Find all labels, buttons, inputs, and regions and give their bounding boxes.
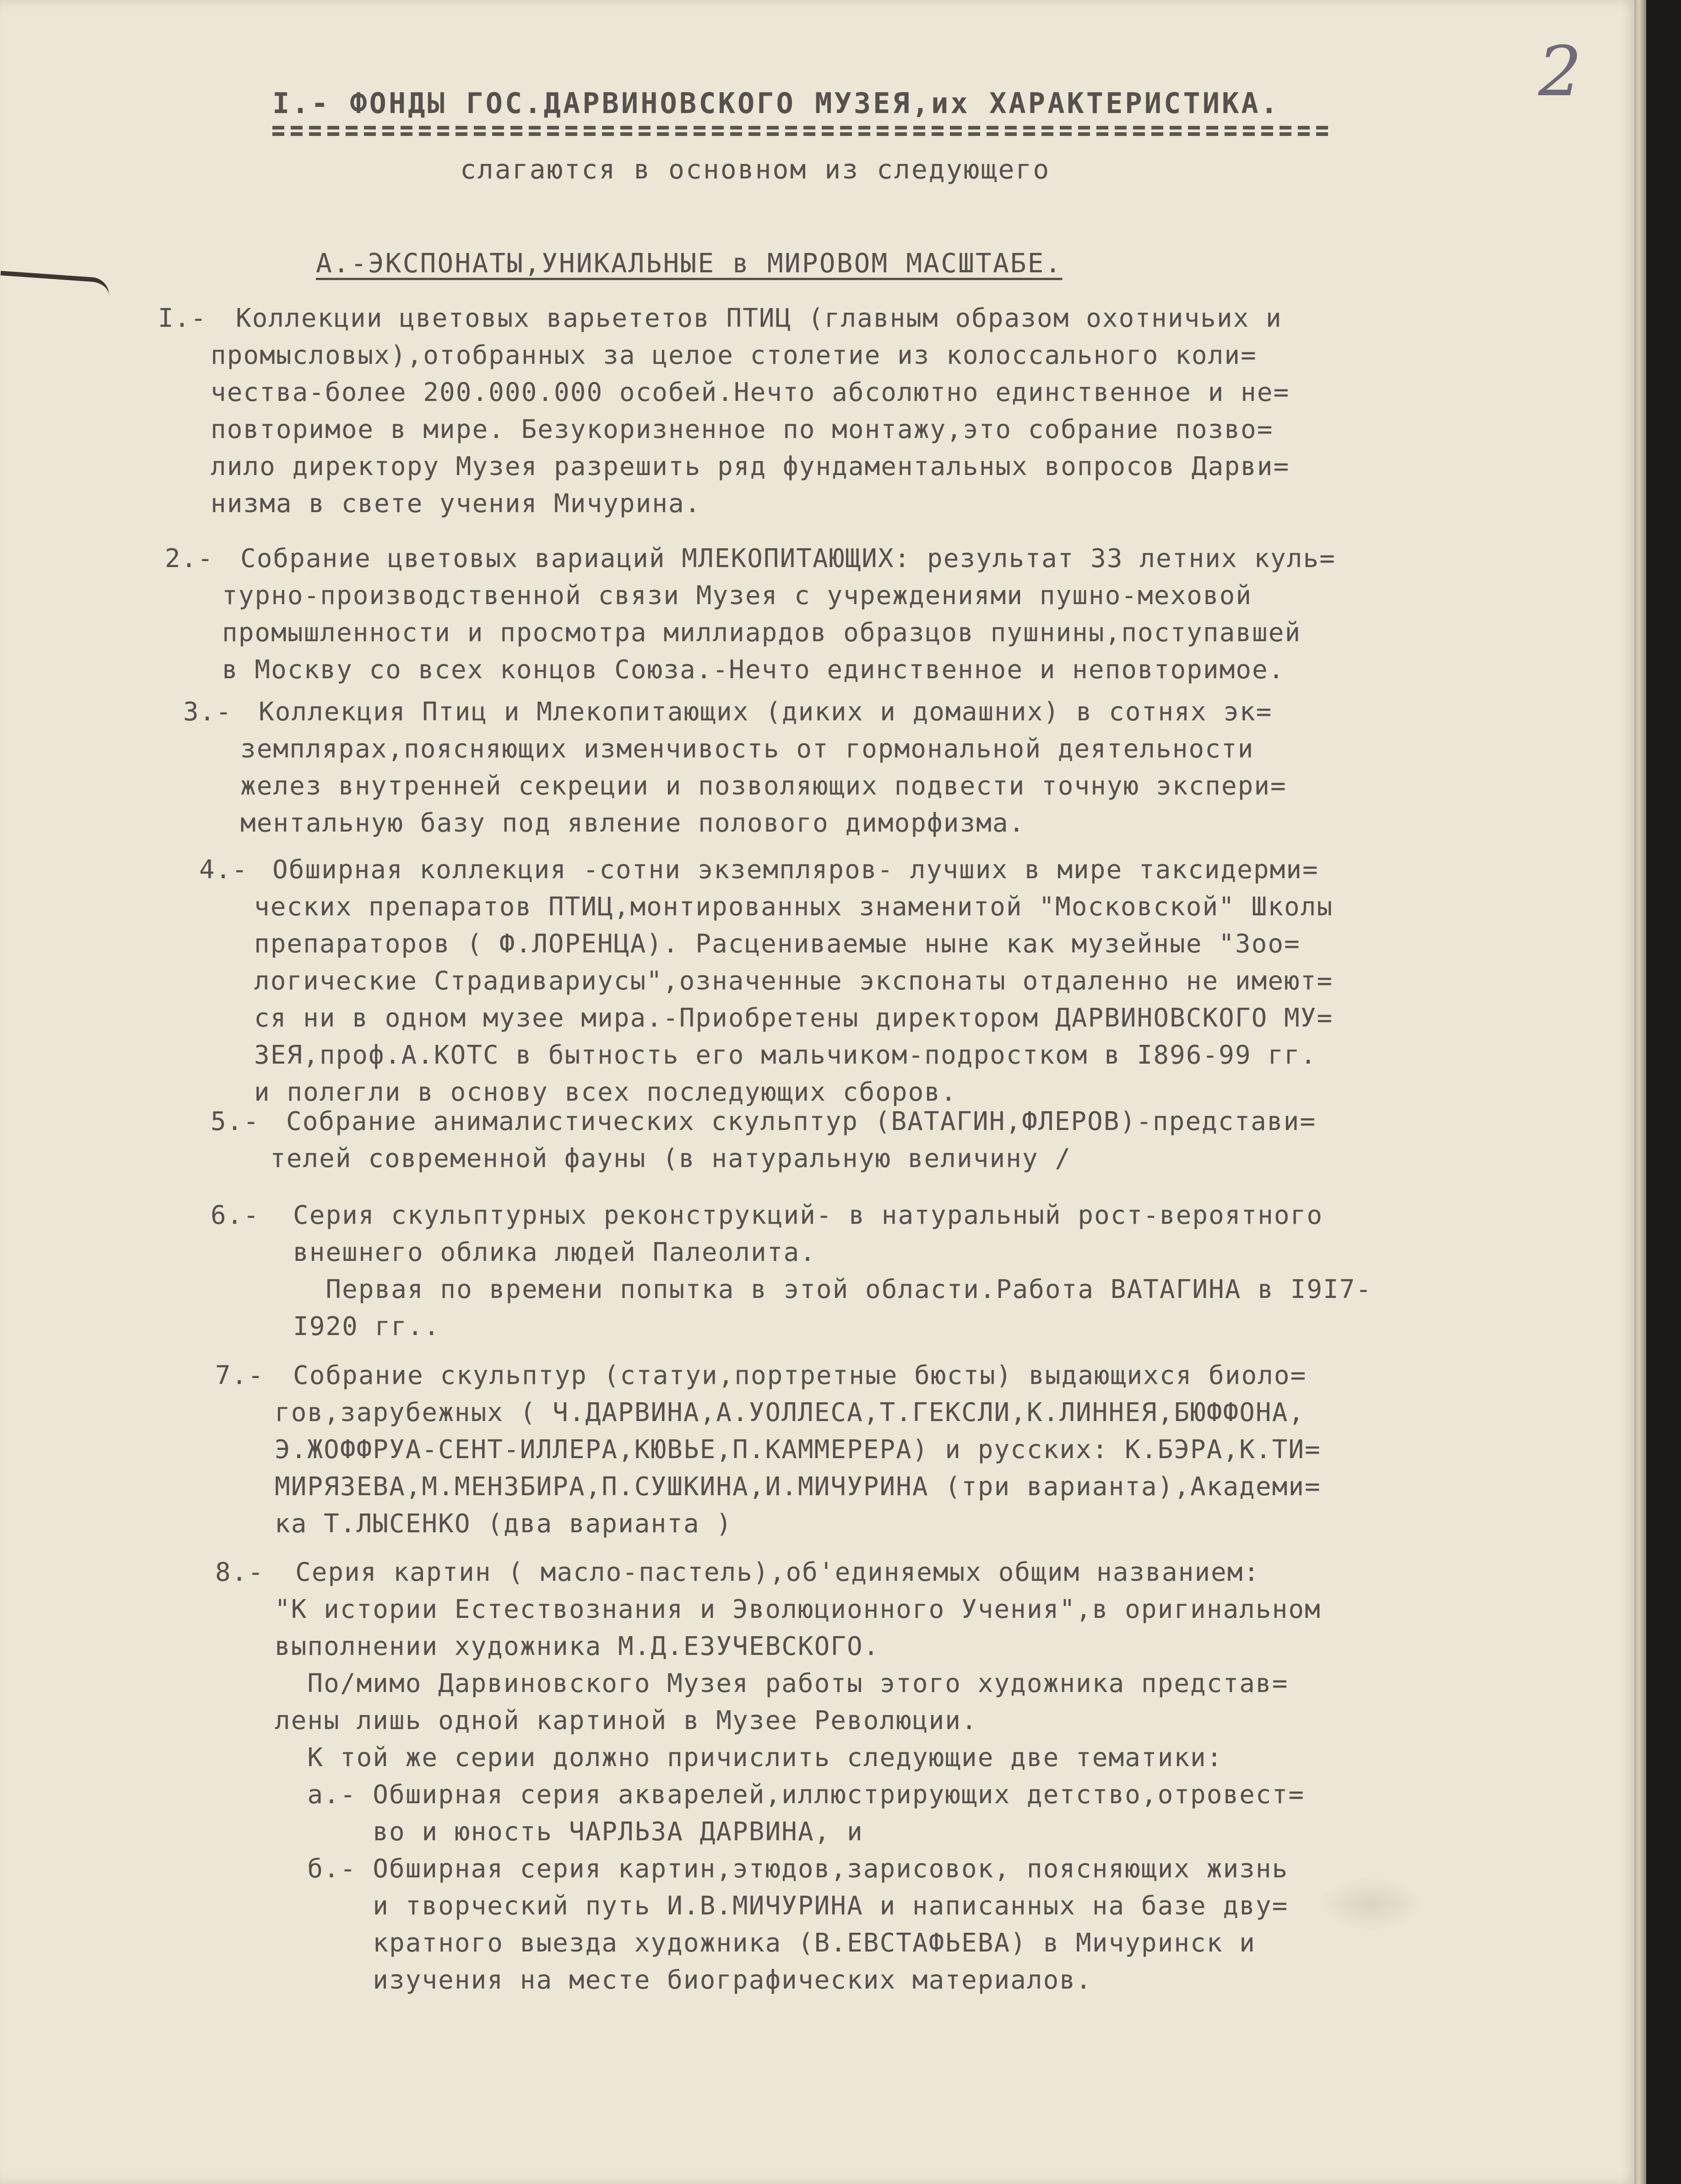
item-line: "К истории Естествознания и Эволюционного Учения",в оригинальном (275, 1595, 1321, 1624)
item-line: Собрание скульптур (статуи,портретные бюсты) выдающихся биоло= (293, 1361, 1307, 1390)
item-line: Коллекции цветовых варьететов ПТИЦ (главным образом охотничьих и (236, 303, 1282, 333)
item-line: и полегли в основу всех последующих сборов. (254, 1077, 957, 1107)
item-line: Э.ЖОФФРУА-СЕНТ-ИЛЛЕРА,КЮВЬЕ,П.КАММЕРЕРА) и русских: К.БЭРА,К.ТИ= (275, 1435, 1321, 1465)
item-line: внешнего облика людей Палеолита. (293, 1238, 816, 1267)
item-line: К той же серии должно причислить следующие две тематики: (275, 1743, 1223, 1773)
faint-stamp-mark (1318, 1876, 1424, 1931)
item-line: турно-производственной связи Музея с учреждениями пушно-меховой (222, 581, 1253, 611)
page-number: 2 (1538, 32, 1582, 112)
item-line: и творческий путь И.В.МИЧУРИНА и написанных на базе дву= (275, 1891, 1289, 1921)
item-line: Обширная коллекция -сотни экземпляров- лучших в мире таксидерми= (272, 855, 1319, 885)
item-line: логические Страдивариусы",означенные экспонаты отдаленно не имеют= (254, 966, 1334, 996)
item-line: препараторов ( Ф.ЛОРЕНЦА). Расцениваемые ныне как музейные "Зоо= (254, 929, 1301, 959)
item-line: лены лишь одной картиной в Музее Революции. (275, 1706, 978, 1735)
item-line: промысловых),отобранных за целое столетие из колоссального коли= (211, 341, 1257, 370)
item-number: 6.- (211, 1200, 260, 1230)
item-number: 4.- (199, 855, 249, 885)
item-line: повторимое в мире. Безукоризненное по монтажу,это собрание позво= (211, 415, 1274, 444)
item-line: б.- Обширная серия картин,этюдов,зарисовок, поясняющих жизнь (275, 1854, 1289, 1884)
heading-double-rule (272, 126, 1334, 138)
item-line: Серия картин ( масло-пастель),об'единяемых общим названием: (295, 1557, 1260, 1587)
item-number: 2.- (165, 544, 214, 573)
item-line: чества-более 200.000.000 особей.Нечто абсолютно единственное и не= (211, 378, 1290, 407)
item-number: 3.- (183, 697, 233, 727)
page-stack-edge (1634, 0, 1646, 2184)
item-line: выполнении художника М.Д.ЕЗУЧЕВСКОГО. (275, 1632, 880, 1661)
item-line: Первая по времени попытка в этой области.Работа ВАТАГИНА в I9I7- (293, 1275, 1372, 1304)
item-line: низма в свете учения Мичурина. (211, 489, 701, 519)
item-line: ментальную базу под явление полового диморфизма. (240, 808, 1025, 838)
item-line: во и юность ЧАРЛЬЗА ДАРВИНА, и (275, 1817, 863, 1847)
item-line: I920 гг.. (293, 1312, 440, 1341)
item-line: Собрание анималистических скульптур (ВАТАГИН,ФЛЕРОВ)-представи= (286, 1107, 1317, 1136)
binding-thread (0, 271, 110, 297)
item-line: ческих препаратов ПТИЦ,монтированных знаменитой "Московской" Школы (254, 892, 1334, 922)
item-number: 5.- (211, 1107, 260, 1136)
item-line: ся ни в одном музее мира.-Приобретены директором ДАРВИНОВСКОГО МУ= (254, 1003, 1334, 1033)
item-number: 7.- (215, 1361, 265, 1390)
item-line: Собрание цветовых вариаций МЛЕКОПИТАЮЩИХ: результат 33 летних куль= (240, 544, 1336, 573)
item-number: I.- (158, 303, 207, 333)
item-line: лило директору Музея разрешить ряд фундаментальных вопросов Дарви= (211, 452, 1290, 481)
item-line: изучения на месте биографических материалов. (275, 1965, 1092, 1995)
item-line: земплярах,поясняющих изменчивость от гормональной деятельности (240, 734, 1254, 764)
item-line: ка Т.ЛЫСЕНКО (два варианта ) (275, 1509, 733, 1539)
document-heading: I.- ФОНДЫ ГОС.ДАРВИНОВСКОГО МУЗЕЯ,их ХАРАКТЕРИСТИКА. (272, 86, 1280, 120)
item-line: Коллекция Птиц и Млекопитающих (диких и домашних) в сотнях эк= (259, 697, 1273, 727)
item-line: По/мимо Дарвиновского Музея работы этого художника представ= (275, 1669, 1289, 1698)
document-subheading: слагаются в основном из следующего (460, 154, 1051, 185)
item-line: МИРЯЗЕВА,М.МЕНЗБИРА,П.СУШКИНА,И.МИЧУРИНА (три варианта),Академи= (275, 1472, 1321, 1502)
item-line: кратного выезда художника (В.ЕВСТАФЬЕВА) в Мичуринск и (275, 1928, 1256, 1958)
item-line: ЗЕЯ,проф.А.КОТС в бытность его мальчиком-подростком в I896-99 гг. (254, 1040, 1317, 1070)
item-line: гов,зарубежных ( Ч.ДАРВИНА,А.УОЛЛЕСА,Т.ГЕКСЛИ,К.ЛИННЕЯ,БЮФФОНА, (275, 1398, 1305, 1427)
item-line: а.- Обширная серия акварелей,иллюстрирующих детство,отровест= (275, 1780, 1305, 1810)
section-a-title: А.-ЭКСПОНАТЫ,УНИКАЛЬНЫЕ в МИРОВОМ МАСШТАБЕ. (316, 248, 1063, 279)
item-line: телей современной фауны (в натуральную величину / (270, 1144, 1072, 1173)
item-number: 8.- (215, 1557, 265, 1587)
item-line: Серия скульптурных реконструкций- в натуральный рост-вероятного (293, 1200, 1323, 1230)
item-line: в Москву со всех концов Союза.-Нечто единственное и неповторимое. (222, 655, 1285, 685)
item-line: желез внутренней секреции и позволяющих подвести точную экспери= (240, 771, 1287, 801)
item-line: промышленности и просмотра миллиардов образцов пушнины,поступавшей (222, 618, 1301, 648)
